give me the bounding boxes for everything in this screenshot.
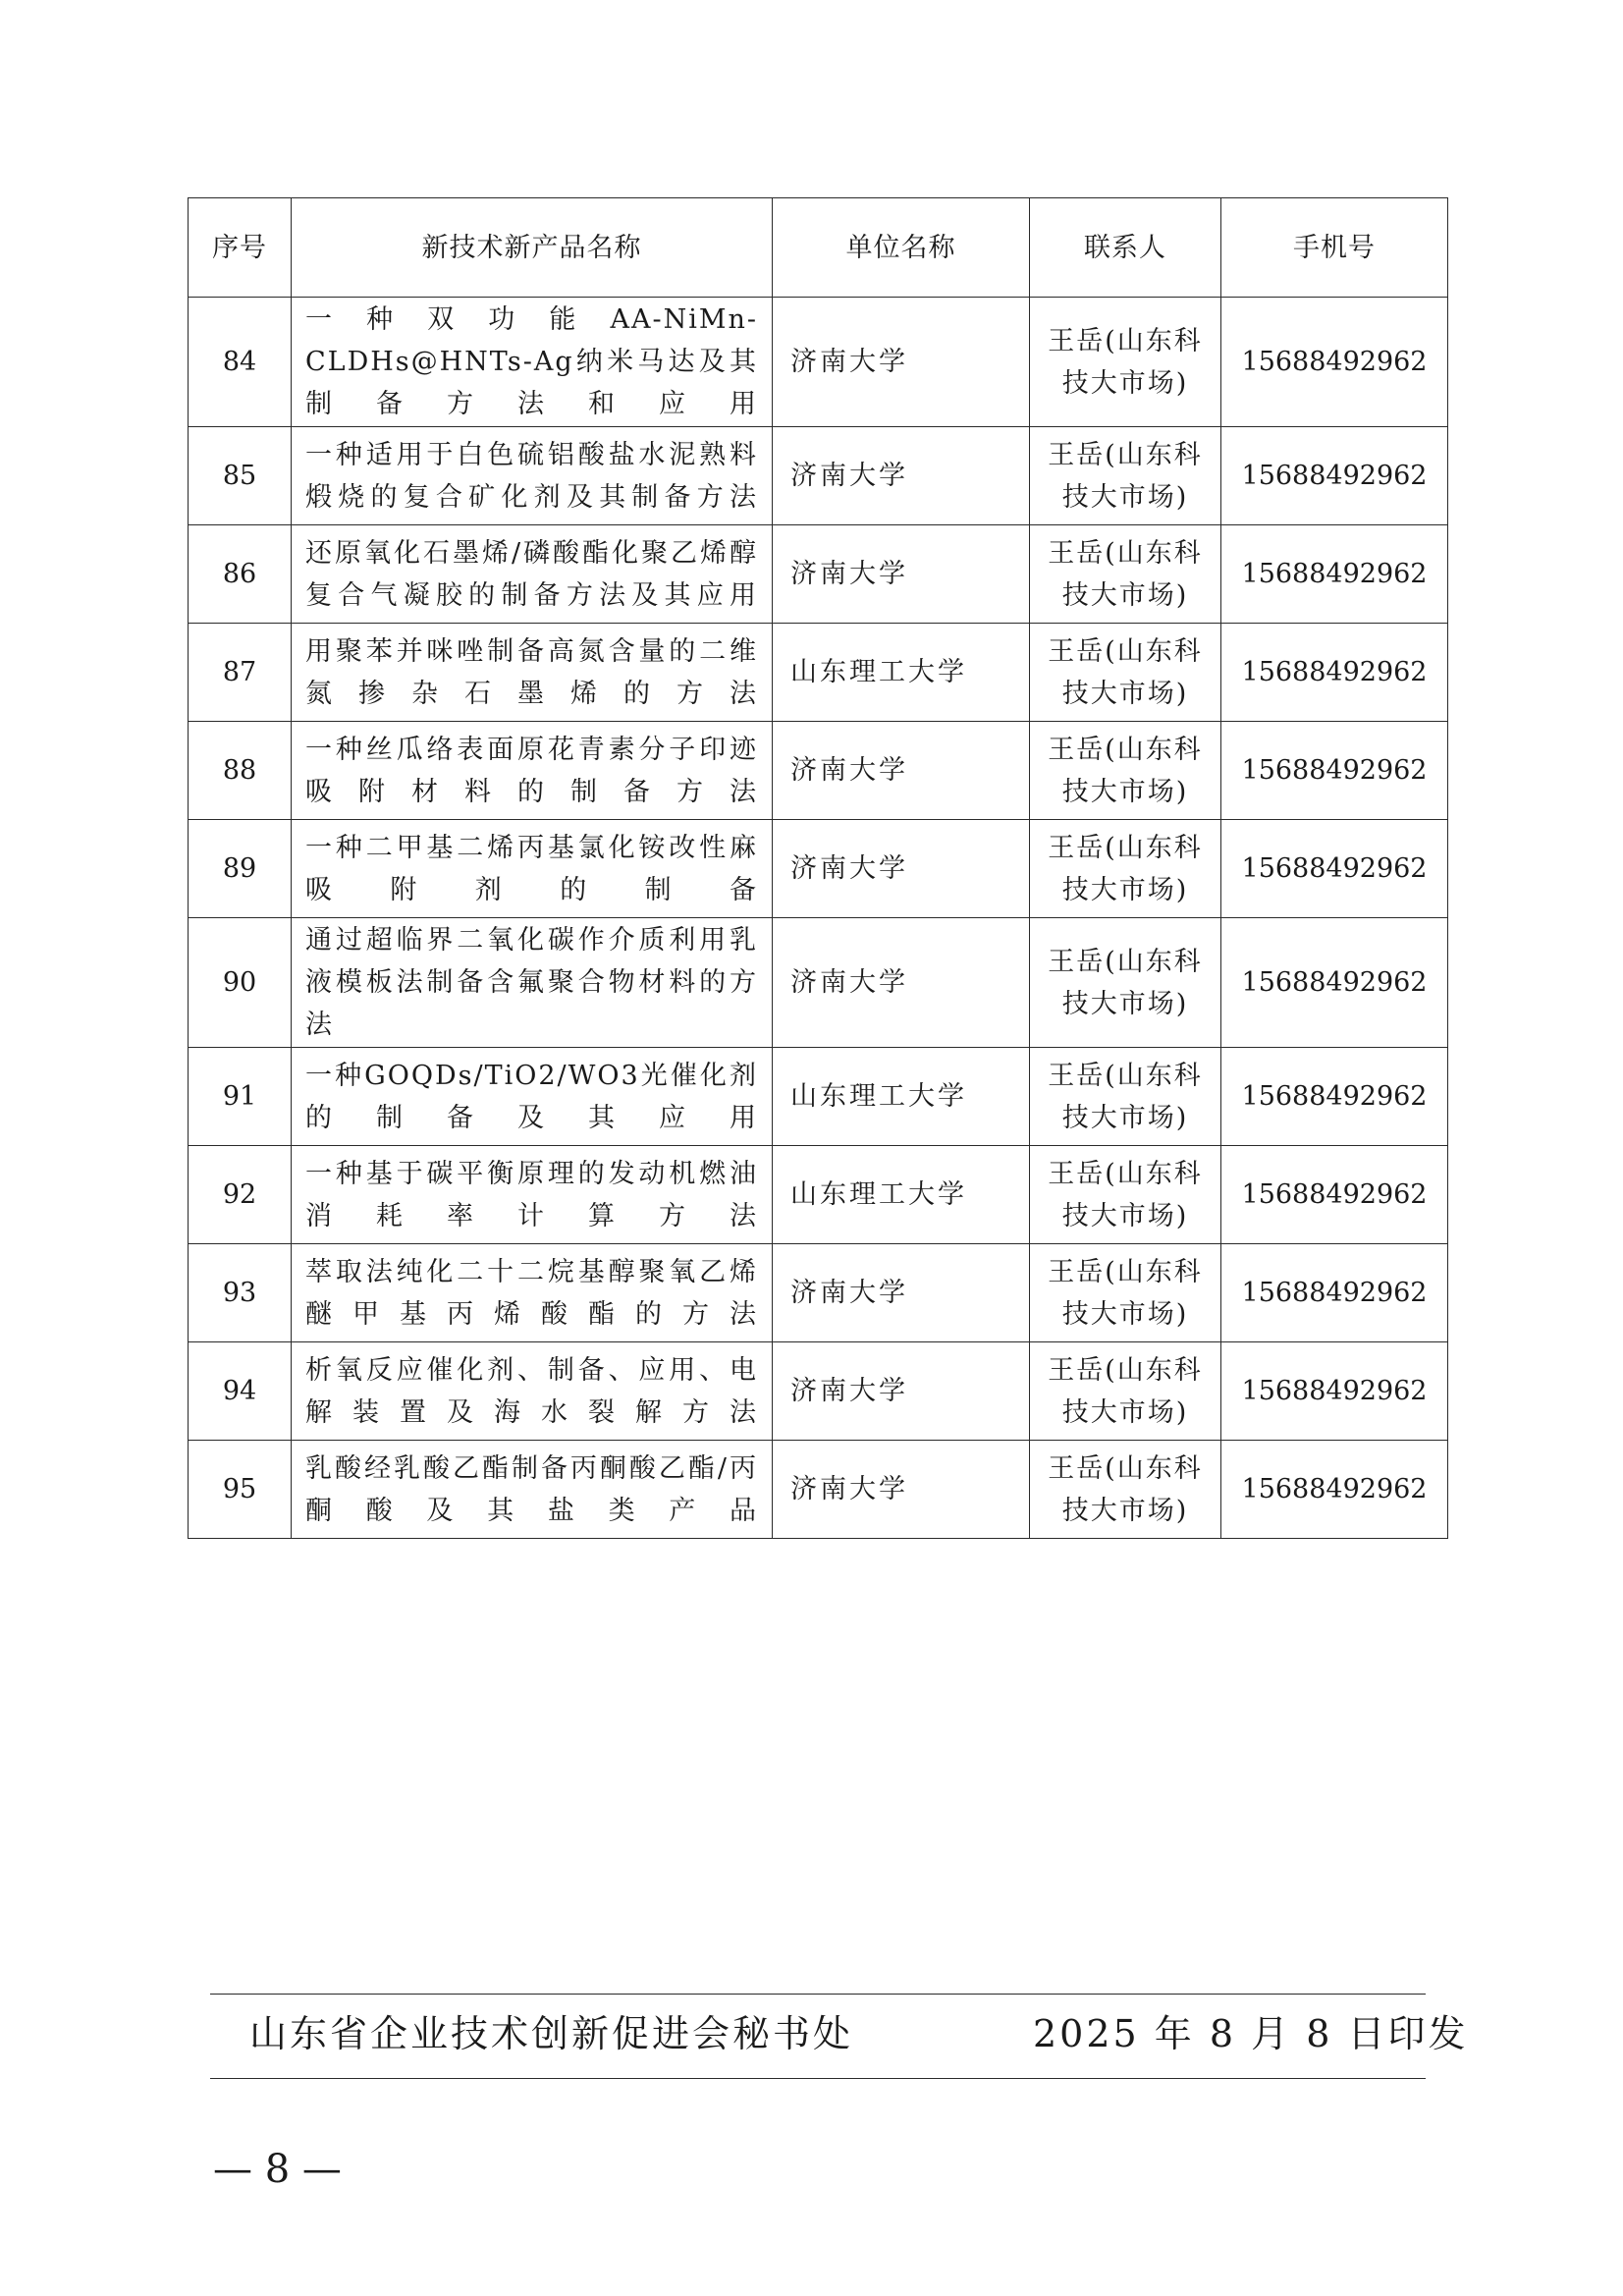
- tech-name: 乳酸经乳酸乙酯制备丙酮酸乙酯/丙酮酸及其盐类产品: [292, 1441, 773, 1539]
- tech-name: 用聚苯并咪唑制备高氮含量的二维氮掺杂石墨烯的方法: [292, 624, 773, 722]
- table-row: [189, 1441, 1448, 1539]
- row-number: 90: [189, 918, 292, 1048]
- contact-person: 王岳(山东科技大市场): [1030, 427, 1221, 525]
- tech-product-table: [188, 197, 1448, 1539]
- tech-name: 一种基于碳平衡原理的发动机燃油消耗率计算方法: [292, 1146, 773, 1244]
- unit-name: 济南大学: [773, 298, 1030, 427]
- table-body: [189, 298, 1448, 1539]
- table-row: [189, 1244, 1448, 1342]
- tech-name: 一种二甲基二烯丙基氯化铵改性麻吸附剂的制备: [292, 820, 773, 918]
- contact-person: 王岳(山东科技大市场): [1030, 1342, 1221, 1441]
- phone-number: 15688492962: [1221, 624, 1448, 722]
- phone-number: 15688492962: [1221, 1146, 1448, 1244]
- row-number: 86: [189, 525, 292, 624]
- row-number: 85: [189, 427, 292, 525]
- footer-issuer: 山东省企业技术创新促进会秘书处: [249, 2012, 854, 2055]
- contact-person: 王岳(山东科技大市场): [1030, 1244, 1221, 1342]
- row-number: 89: [189, 820, 292, 918]
- unit-name: 济南大学: [773, 1244, 1030, 1342]
- table-row: [189, 1048, 1448, 1146]
- unit-name: 济南大学: [773, 1342, 1030, 1441]
- contact-person: 王岳(山东科技大市场): [1030, 525, 1221, 624]
- unit-name: 济南大学: [773, 820, 1030, 918]
- header-no: 序号: [189, 198, 292, 298]
- row-number: 88: [189, 722, 292, 820]
- phone-number: 15688492962: [1221, 722, 1448, 820]
- row-number: 87: [189, 624, 292, 722]
- header-contact: 联系人: [1030, 198, 1221, 298]
- table-row: [189, 1342, 1448, 1441]
- phone-number: 15688492962: [1221, 525, 1448, 624]
- header-unit: 单位名称: [773, 198, 1030, 298]
- row-number: 91: [189, 1048, 292, 1146]
- phone-number: 15688492962: [1221, 1342, 1448, 1441]
- table-row: [189, 525, 1448, 624]
- unit-name: 济南大学: [773, 918, 1030, 1048]
- header-phone: 手机号: [1221, 198, 1448, 298]
- tech-name: 一种GOQDs/TiO2/WO3光催化剂的制备及其应用: [292, 1048, 773, 1146]
- footer-top-rule: [210, 1994, 1426, 1995]
- unit-name: 济南大学: [773, 1441, 1030, 1539]
- phone-number: 15688492962: [1221, 1441, 1448, 1539]
- tech-name: 一种丝瓜络表面原花青素分子印迹吸附材料的制备方法: [292, 722, 773, 820]
- page-number: — 8 —: [213, 2147, 342, 2192]
- phone-number: 15688492962: [1221, 427, 1448, 525]
- header-name: 新技术新产品名称: [292, 198, 773, 298]
- contact-person: 王岳(山东科技大市场): [1030, 722, 1221, 820]
- table-row: [189, 624, 1448, 722]
- table-header-row: [189, 198, 1448, 298]
- phone-number: 15688492962: [1221, 918, 1448, 1048]
- row-number: 94: [189, 1342, 292, 1441]
- phone-number: 15688492962: [1221, 1244, 1448, 1342]
- table-row: [189, 427, 1448, 525]
- contact-person: 王岳(山东科技大市场): [1030, 918, 1221, 1048]
- unit-name: 山东理工大学: [773, 1048, 1030, 1146]
- unit-name: 济南大学: [773, 427, 1030, 525]
- unit-name: 济南大学: [773, 525, 1030, 624]
- unit-name: 济南大学: [773, 722, 1030, 820]
- footer-bottom-rule: [210, 2078, 1426, 2079]
- table-row: [189, 298, 1448, 427]
- tech-name: 还原氧化石墨烯/磷酸酯化聚乙烯醇复合气凝胶的制备方法及其应用: [292, 525, 773, 624]
- contact-person: 王岳(山东科技大市场): [1030, 1048, 1221, 1146]
- row-number: 93: [189, 1244, 292, 1342]
- contact-person: 王岳(山东科技大市场): [1030, 1441, 1221, 1539]
- contact-person: 王岳(山东科技大市场): [1030, 820, 1221, 918]
- row-number: 84: [189, 298, 292, 427]
- tech-name: 一种适用于白色硫铝酸盐水泥熟料煅烧的复合矿化剂及其制备方法: [292, 427, 773, 525]
- table-row: [189, 1146, 1448, 1244]
- table-row: [189, 722, 1448, 820]
- tech-name: 萃取法纯化二十二烷基醇聚氧乙烯醚甲基丙烯酸酯的方法: [292, 1244, 773, 1342]
- row-number: 95: [189, 1441, 292, 1539]
- table-row: [189, 820, 1448, 918]
- tech-name: 一种双功能AA-NiMn-CLDHs@HNTs-Ag纳米马达及其制备方法和应用: [292, 298, 773, 427]
- contact-person: 王岳(山东科技大市场): [1030, 1146, 1221, 1244]
- contact-person: 王岳(山东科技大市场): [1030, 624, 1221, 722]
- table-row: [189, 918, 1448, 1048]
- row-number: 92: [189, 1146, 292, 1244]
- contact-person: 王岳(山东科技大市场): [1030, 298, 1221, 427]
- unit-name: 山东理工大学: [773, 1146, 1030, 1244]
- tech-name: 析氧反应催化剂、制备、应用、电解装置及海水裂解方法: [292, 1342, 773, 1441]
- phone-number: 15688492962: [1221, 1048, 1448, 1146]
- phone-number: 15688492962: [1221, 820, 1448, 918]
- phone-number: 15688492962: [1221, 298, 1448, 427]
- footer-date: 2025 年 8 月 8 日印发: [1033, 2012, 1469, 2055]
- unit-name: 山东理工大学: [773, 624, 1030, 722]
- tech-name: 通过超临界二氧化碳作介质利用乳液模板法制备含氟聚合物材料的方法: [292, 918, 773, 1048]
